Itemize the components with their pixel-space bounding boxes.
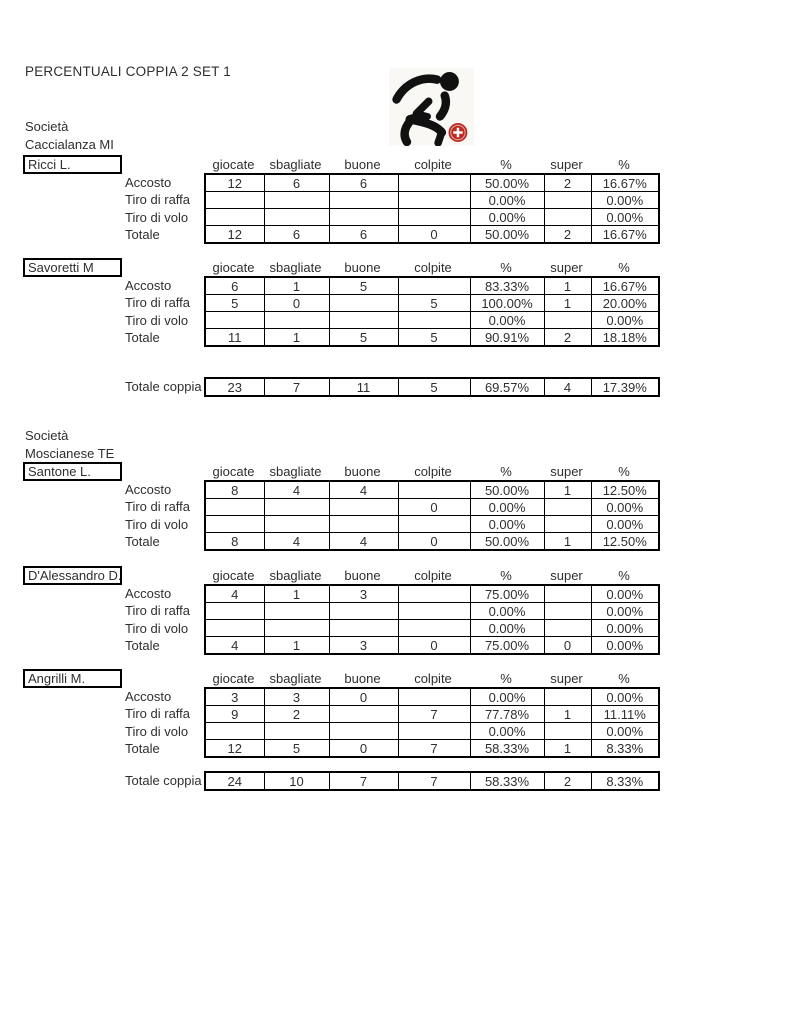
societa-label: Società <box>25 428 69 443</box>
stat-cell: 0.00% <box>591 603 659 620</box>
stat-cell <box>264 723 329 740</box>
stat-cell: 0.00% <box>591 209 659 226</box>
player-name-box <box>23 462 122 481</box>
stat-cell: 12.50% <box>591 481 659 499</box>
stat-cell <box>329 620 398 637</box>
stat-cell: 4 <box>544 378 591 396</box>
column-headers <box>204 669 658 688</box>
column-headers <box>204 155 658 174</box>
stat-cell: 6 <box>264 226 329 244</box>
row-label: Totale <box>125 740 160 756</box>
stat-cell <box>264 192 329 209</box>
stat-cell: 1 <box>264 585 329 603</box>
player-name: Angrilli M. <box>28 671 86 686</box>
stat-cell: 6 <box>329 226 398 244</box>
player-block-dalessandro <box>0 566 791 656</box>
table-row <box>205 378 659 396</box>
table-row <box>205 585 659 603</box>
column-header: giocate <box>212 464 255 479</box>
stat-cell <box>398 585 470 603</box>
table-row <box>205 209 659 226</box>
player-block-santone <box>0 462 791 552</box>
stat-cell: 0.00% <box>470 603 544 620</box>
bowler-head <box>440 72 459 91</box>
stat-cell: 0 <box>264 295 329 312</box>
stat-cell: 50.00% <box>470 533 544 551</box>
table-row <box>205 277 659 295</box>
stat-cell: 0.00% <box>591 637 659 655</box>
column-header: % <box>618 157 630 172</box>
row-label: Totale <box>125 637 160 653</box>
stat-cell <box>544 688 591 706</box>
column-header: % <box>500 260 512 275</box>
table-row <box>205 174 659 192</box>
stat-cell <box>544 585 591 603</box>
stat-cell: 5 <box>205 295 264 312</box>
stat-cell: 0.00% <box>470 620 544 637</box>
stat-cell: 1 <box>544 706 591 723</box>
stat-cell: 10 <box>264 772 329 790</box>
row-label: Totale <box>125 533 160 549</box>
column-header: buone <box>344 464 381 479</box>
column-header: % <box>618 671 630 686</box>
stat-cell <box>205 312 264 329</box>
stat-cell <box>329 603 398 620</box>
stat-cell: 1 <box>544 533 591 551</box>
player-name-box <box>23 566 122 585</box>
row-label: Tiro di raffa <box>125 499 191 515</box>
stat-cell <box>329 516 398 533</box>
table-row <box>205 637 659 655</box>
row-labels <box>125 174 190 243</box>
pair-total-grid <box>204 771 660 791</box>
pair-total-label: Totale coppia <box>125 379 202 394</box>
stat-cell: 16.67% <box>591 226 659 244</box>
table-row <box>205 706 659 723</box>
row-label: Tiro di raffa <box>125 295 191 311</box>
stat-cell: 4 <box>264 533 329 551</box>
stat-cell <box>264 312 329 329</box>
column-headers <box>204 258 658 277</box>
stat-cell: 0.00% <box>470 723 544 740</box>
stat-cell <box>398 723 470 740</box>
stat-cell: 9 <box>205 706 264 723</box>
bocce-bowler-logo-svg <box>389 68 474 146</box>
stats-grid <box>204 584 660 655</box>
stat-cell: 17.39% <box>591 378 659 396</box>
stat-cell: 5 <box>329 329 398 347</box>
stat-cell: 0.00% <box>470 516 544 533</box>
stat-cell: 7 <box>398 740 470 758</box>
table-row <box>205 603 659 620</box>
stat-cell: 0 <box>398 637 470 655</box>
stat-cell: 1 <box>264 329 329 347</box>
pair-total-label: Totale coppia <box>125 773 202 788</box>
row-labels <box>125 688 190 757</box>
societa-label: Società <box>25 119 69 134</box>
stat-cell: 8.33% <box>591 740 659 758</box>
player-name-box <box>23 155 122 174</box>
stat-cell <box>544 209 591 226</box>
stat-cell: 2 <box>544 329 591 347</box>
column-header: % <box>618 568 630 583</box>
stat-cell: 7 <box>264 378 329 396</box>
stat-cell: 69.57% <box>470 378 544 396</box>
stat-cell: 2 <box>544 174 591 192</box>
stat-cell: 24 <box>205 772 264 790</box>
stat-cell <box>329 192 398 209</box>
column-header: sbagliate <box>269 260 322 275</box>
row-labels <box>125 481 190 550</box>
stat-cell <box>329 706 398 723</box>
row-label: Accosto <box>125 482 172 498</box>
stat-cell: 11 <box>205 329 264 347</box>
row-label: Accosto <box>125 278 172 294</box>
player-name: D'Alessandro D. <box>28 568 122 583</box>
stat-cell: 0.00% <box>470 499 544 516</box>
column-headers <box>204 566 658 585</box>
column-header: giocate <box>212 671 255 686</box>
bocce-bowler-logo <box>389 68 474 146</box>
stat-cell: 4 <box>329 481 398 499</box>
row-labels <box>125 585 190 654</box>
row-label: Tiro di volo <box>125 209 189 225</box>
stat-cell: 0.00% <box>470 192 544 209</box>
stat-cell <box>398 174 470 192</box>
table-row <box>205 499 659 516</box>
column-header: super <box>550 260 583 275</box>
stat-cell: 0.00% <box>470 312 544 329</box>
row-label: Tiro di volo <box>125 516 189 532</box>
stat-cell: 1 <box>264 637 329 655</box>
stat-cell: 58.33% <box>470 772 544 790</box>
column-header: sbagliate <box>269 157 322 172</box>
stat-cell <box>205 209 264 226</box>
stat-cell: 12.50% <box>591 533 659 551</box>
stat-cell: 1 <box>264 277 329 295</box>
stat-cell: 0 <box>329 740 398 758</box>
stat-cell <box>544 603 591 620</box>
stat-cell <box>264 499 329 516</box>
column-header: buone <box>344 671 381 686</box>
stat-cell: 0.00% <box>591 585 659 603</box>
row-label: Totale <box>125 226 160 242</box>
stat-cell: 12 <box>205 740 264 758</box>
stat-cell: 4 <box>264 481 329 499</box>
stat-cell: 75.00% <box>470 585 544 603</box>
stat-cell: 100.00% <box>470 295 544 312</box>
column-header: sbagliate <box>269 464 322 479</box>
stat-cell <box>398 312 470 329</box>
stat-cell: 0.00% <box>591 516 659 533</box>
stat-cell: 0.00% <box>591 688 659 706</box>
stat-cell <box>398 603 470 620</box>
column-header: % <box>618 260 630 275</box>
stat-cell <box>398 620 470 637</box>
stat-cell: 1 <box>544 295 591 312</box>
stat-cell: 75.00% <box>470 637 544 655</box>
stat-cell <box>329 312 398 329</box>
column-header: colpite <box>414 157 452 172</box>
pair-total-grid <box>204 377 660 397</box>
stat-cell <box>398 688 470 706</box>
stat-cell <box>329 723 398 740</box>
row-label: Accosto <box>125 689 172 705</box>
stat-cell: 0 <box>544 637 591 655</box>
column-header: super <box>550 671 583 686</box>
stat-cell: 5 <box>398 378 470 396</box>
stat-cell <box>205 516 264 533</box>
stat-cell: 50.00% <box>470 481 544 499</box>
column-header: giocate <box>212 568 255 583</box>
table-row <box>205 312 659 329</box>
stat-cell <box>205 603 264 620</box>
stat-cell: 0.00% <box>591 499 659 516</box>
stat-cell: 0.00% <box>470 209 544 226</box>
stat-cell: 11 <box>329 378 398 396</box>
column-header: super <box>550 464 583 479</box>
stat-cell: 16.67% <box>591 174 659 192</box>
stat-cell: 4 <box>329 533 398 551</box>
stat-cell: 8.33% <box>591 772 659 790</box>
table-row <box>205 329 659 347</box>
stat-cell: 1 <box>544 277 591 295</box>
stat-cell: 5 <box>329 277 398 295</box>
column-header: super <box>550 157 583 172</box>
player-name-box <box>23 669 122 688</box>
stat-cell: 6 <box>264 174 329 192</box>
page-title: PERCENTUALI COPPIA 2 SET 1 <box>25 64 232 79</box>
stat-cell <box>398 277 470 295</box>
column-header: super <box>550 568 583 583</box>
stat-cell: 83.33% <box>470 277 544 295</box>
player-name-box <box>23 258 122 277</box>
stat-cell: 2 <box>544 226 591 244</box>
stat-cell: 8 <box>205 533 264 551</box>
column-header: sbagliate <box>269 568 322 583</box>
stat-cell: 12 <box>205 226 264 244</box>
player-block-savoretti <box>0 258 791 348</box>
stat-cell: 1 <box>544 740 591 758</box>
player-name: Ricci L. <box>28 157 71 172</box>
stat-cell: 4 <box>205 585 264 603</box>
table-row <box>205 533 659 551</box>
stat-cell <box>544 192 591 209</box>
table-row <box>205 295 659 312</box>
row-label: Tiro di volo <box>125 620 189 636</box>
player-block-angrilli <box>0 669 791 759</box>
row-label: Accosto <box>125 175 172 191</box>
row-label: Tiro di raffa <box>125 603 191 619</box>
pair-total-block <box>0 771 791 793</box>
stat-cell: 3 <box>329 637 398 655</box>
table-row <box>205 226 659 244</box>
stat-cell: 3 <box>264 688 329 706</box>
row-label: Tiro di raffa <box>125 192 191 208</box>
row-label: Totale <box>125 329 160 345</box>
stat-cell <box>544 499 591 516</box>
stat-cell: 7 <box>398 772 470 790</box>
column-header: giocate <box>212 157 255 172</box>
stat-cell: 4 <box>205 637 264 655</box>
stat-cell: 0.00% <box>470 688 544 706</box>
column-header: % <box>618 464 630 479</box>
stat-cell: 20.00% <box>591 295 659 312</box>
stat-cell <box>544 516 591 533</box>
row-label: Accosto <box>125 586 172 602</box>
stat-cell: 0 <box>398 499 470 516</box>
stat-cell: 6 <box>329 174 398 192</box>
table-row <box>205 740 659 758</box>
stat-cell <box>398 209 470 226</box>
row-label: Tiro di raffa <box>125 706 191 722</box>
stat-cell: 2 <box>264 706 329 723</box>
stat-cell <box>329 295 398 312</box>
column-header: buone <box>344 260 381 275</box>
stat-cell <box>264 603 329 620</box>
stat-cell <box>264 209 329 226</box>
stat-cell <box>544 620 591 637</box>
table-row <box>205 192 659 209</box>
player-block-ricci <box>0 155 791 245</box>
column-header: buone <box>344 568 381 583</box>
table-row <box>205 620 659 637</box>
table-row <box>205 688 659 706</box>
stat-cell: 5 <box>398 295 470 312</box>
stat-cell <box>544 723 591 740</box>
column-header: % <box>500 671 512 686</box>
stat-cell: 3 <box>329 585 398 603</box>
stat-cell: 5 <box>398 329 470 347</box>
stat-cell <box>264 516 329 533</box>
player-name: Santone L. <box>28 464 91 479</box>
column-header: colpite <box>414 260 452 275</box>
stats-grid <box>204 687 660 758</box>
table-row <box>205 772 659 790</box>
stat-cell: 0 <box>398 533 470 551</box>
stat-cell: 6 <box>205 277 264 295</box>
stat-cell: 8 <box>205 481 264 499</box>
stat-cell: 50.00% <box>470 174 544 192</box>
column-header: % <box>500 464 512 479</box>
stat-cell: 0 <box>329 688 398 706</box>
stat-cell: 0.00% <box>591 312 659 329</box>
stat-cell <box>205 723 264 740</box>
stat-cell: 0 <box>398 226 470 244</box>
stat-cell: 58.33% <box>470 740 544 758</box>
stat-cell <box>329 499 398 516</box>
stat-cell <box>264 620 329 637</box>
stat-cell <box>544 312 591 329</box>
column-header: % <box>500 568 512 583</box>
table-row <box>205 481 659 499</box>
stats-grid <box>204 480 660 551</box>
stat-cell: 16.67% <box>591 277 659 295</box>
table-row <box>205 723 659 740</box>
stat-cell: 77.78% <box>470 706 544 723</box>
stat-cell: 7 <box>329 772 398 790</box>
pair-total-block <box>0 377 791 399</box>
table-row <box>205 516 659 533</box>
stats-grid <box>204 276 660 347</box>
stat-cell <box>398 481 470 499</box>
stats-grid <box>204 173 660 244</box>
column-header: giocate <box>212 260 255 275</box>
stat-cell: 1 <box>544 481 591 499</box>
club-name: Moscianese TE <box>25 446 115 461</box>
stat-cell <box>205 192 264 209</box>
stat-cell: 0.00% <box>591 723 659 740</box>
column-header: colpite <box>414 671 452 686</box>
stat-cell: 11.11% <box>591 706 659 723</box>
column-header: colpite <box>414 568 452 583</box>
stat-cell: 18.18% <box>591 329 659 347</box>
stat-cell <box>398 192 470 209</box>
stat-cell <box>398 516 470 533</box>
stat-cell: 0.00% <box>591 620 659 637</box>
stat-cell: 90.91% <box>470 329 544 347</box>
stat-cell: 23 <box>205 378 264 396</box>
stat-cell: 3 <box>205 688 264 706</box>
column-header: sbagliate <box>269 671 322 686</box>
column-header: colpite <box>414 464 452 479</box>
row-labels <box>125 277 190 346</box>
stat-cell: 7 <box>398 706 470 723</box>
stat-cell <box>205 620 264 637</box>
bocce-ball-icon <box>449 123 468 142</box>
column-headers <box>204 462 658 481</box>
stat-cell: 2 <box>544 772 591 790</box>
row-label: Tiro di volo <box>125 312 189 328</box>
stat-cell <box>329 209 398 226</box>
player-name: Savoretti M <box>28 260 94 275</box>
club-name: Caccialanza MI <box>25 137 114 152</box>
stat-cell: 0.00% <box>591 192 659 209</box>
stat-cell <box>205 499 264 516</box>
stat-cell: 12 <box>205 174 264 192</box>
column-header: buone <box>344 157 381 172</box>
row-label: Tiro di volo <box>125 723 189 739</box>
stat-cell: 5 <box>264 740 329 758</box>
stat-cell: 50.00% <box>470 226 544 244</box>
column-header: % <box>500 157 512 172</box>
